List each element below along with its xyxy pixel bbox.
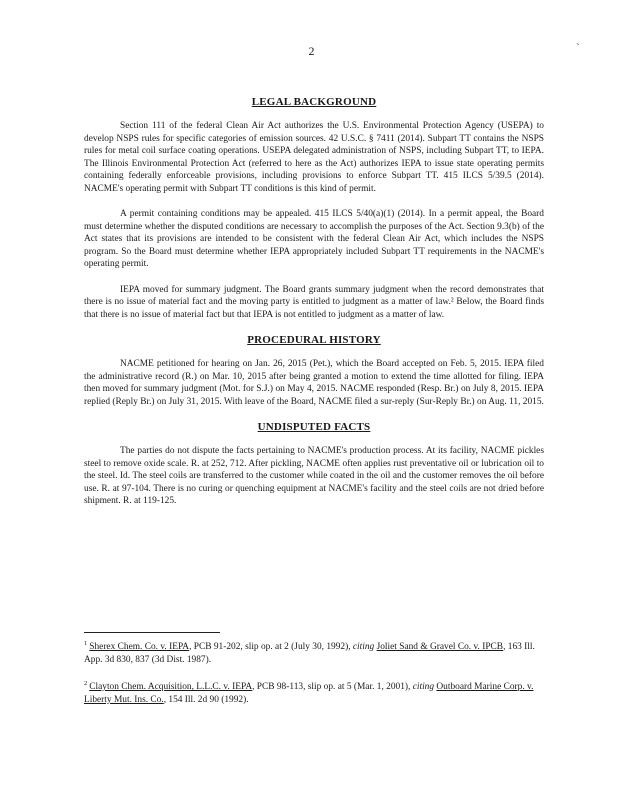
case-citation: Outboard Marine Corp. v. Liberty Mut. Ins. Co. (84, 682, 534, 705)
citation-text: , 154 Ill. 2d 90 (1992). (163, 694, 249, 705)
corner-mark: ` (576, 42, 580, 54)
citation-text: , 163 Ill. App. 3d 830, 837 (3d Dist. 1987). (84, 642, 535, 665)
footnotes (84, 638, 544, 718)
case-citation: Sherex Chem. Co. v. IEPA (89, 642, 190, 653)
footnote-2 (84, 678, 544, 706)
page-number: 2 (308, 44, 315, 58)
section-procedural-history (84, 334, 544, 408)
paragraph: Section 111 of the federal Clean Air Act authorizes the U.S. Environmental Protection Agency (USEPA) to develop NSPS rules for specific categories of emission sources. 42 U.S.C. § 7411 (2014). Subpart TT contains the NSPS rules for metal coil surface coating operations. USEPA delegated administration of NSPS, including Subpart TT, to IEPA. The Illinois Environmental Protection Act (referred to here as the Act) authorizes IEPA to issue state operating permits containing federally enforceable provisions, including provisions to enforce Subpart TT. 415 ILCS 5/39.5 (2014). NACME's operating permit with Subpart TT conditions is this kind of permit. (84, 121, 544, 194)
citation-text: , PCB 98-113, slip op. at 5 (Mar. 1, 2001), (252, 682, 413, 693)
footnote-number: 2 (84, 680, 88, 688)
section-heading: LEGAL BACKGROUND (251, 96, 377, 108)
case-citation: Clayton Chem. Acquisition, L.L.C. v. IEPA (89, 682, 253, 693)
document-body (84, 96, 544, 521)
section-heading: PROCEDURAL HISTORY (247, 334, 381, 346)
case-citation: Joliet Sand & Gravel Co. v. IPCB (376, 642, 504, 653)
section-undisputed-facts (84, 421, 544, 508)
citing-signal: citing (352, 642, 375, 653)
paragraph: NACME petitioned for hearing on Jan. 26, 2015 (Pet.), which the Board accepted on Feb. 5, 2015. IEPA filed the administrative record (R.) on Mar. 10, 2015 after being granted a motion to extend the time allotted for filing. IEPA then moved for summary judgment (Mot. for S.J.) on May 4, 2015. NACME responded (Resp. Br.) on July 8, 2015. IEPA replied (Reply Br.) on July 31, 2015. With leave of the Board, NACME filed a sur-reply (Sur-Reply Br.) on Aug. 11, 2015. (84, 359, 544, 407)
footnote-divider (84, 632, 220, 633)
section-legal-background (84, 96, 544, 321)
footnote-number: 1 (84, 640, 88, 647)
citing-signal: citing (412, 682, 435, 693)
section-heading: UNDISPUTED FACTS (257, 421, 371, 433)
footnote-1 (84, 638, 544, 666)
paragraph: The parties do not dispute the facts pertaining to NACME's production process. At its facility, NACME pickles steel to remove oxide scale. R. at 252, 712. After pickling, NACME often applies rust preventative oil or lubrication oil to the steel. Id. The steel coils are transferred to the customer while coated in the oil and the customer removes the oil before use. R. at 97-104. There is no curing or quenching equipment at NACME's facility and the steel coils are not dried before shipment. R. at 119-125. (84, 446, 544, 506)
paragraph: A permit containing conditions may be appealed. 415 ILCS 5/40(a)(1) (2014). In a permit appeal, the Board must determine whether the disputed conditions are necessary to accomplish the purposes of the Act. Section 9.3(b) of the Act states that its provisions are intended to be consistent with the federal Clean Air Act, which includes the NSPS program. So the Board must determine whether IEPA appropriately included Subpart TT requirements in the NACME's operating permit. (84, 209, 544, 269)
paragraph: IEPA moved for summary judgment. The Board grants summary judgment when the record demonstrates that there is no issue of material fact and the moving party is entitled to judgment as a matter of law.² Below, the Board finds that there is no issue of material fact but that IEPA is not entitled to judgment as a matter of law. (84, 284, 544, 320)
citation-text: , PCB 91-202, slip op. at 2 (July 30, 1992), (189, 642, 353, 653)
